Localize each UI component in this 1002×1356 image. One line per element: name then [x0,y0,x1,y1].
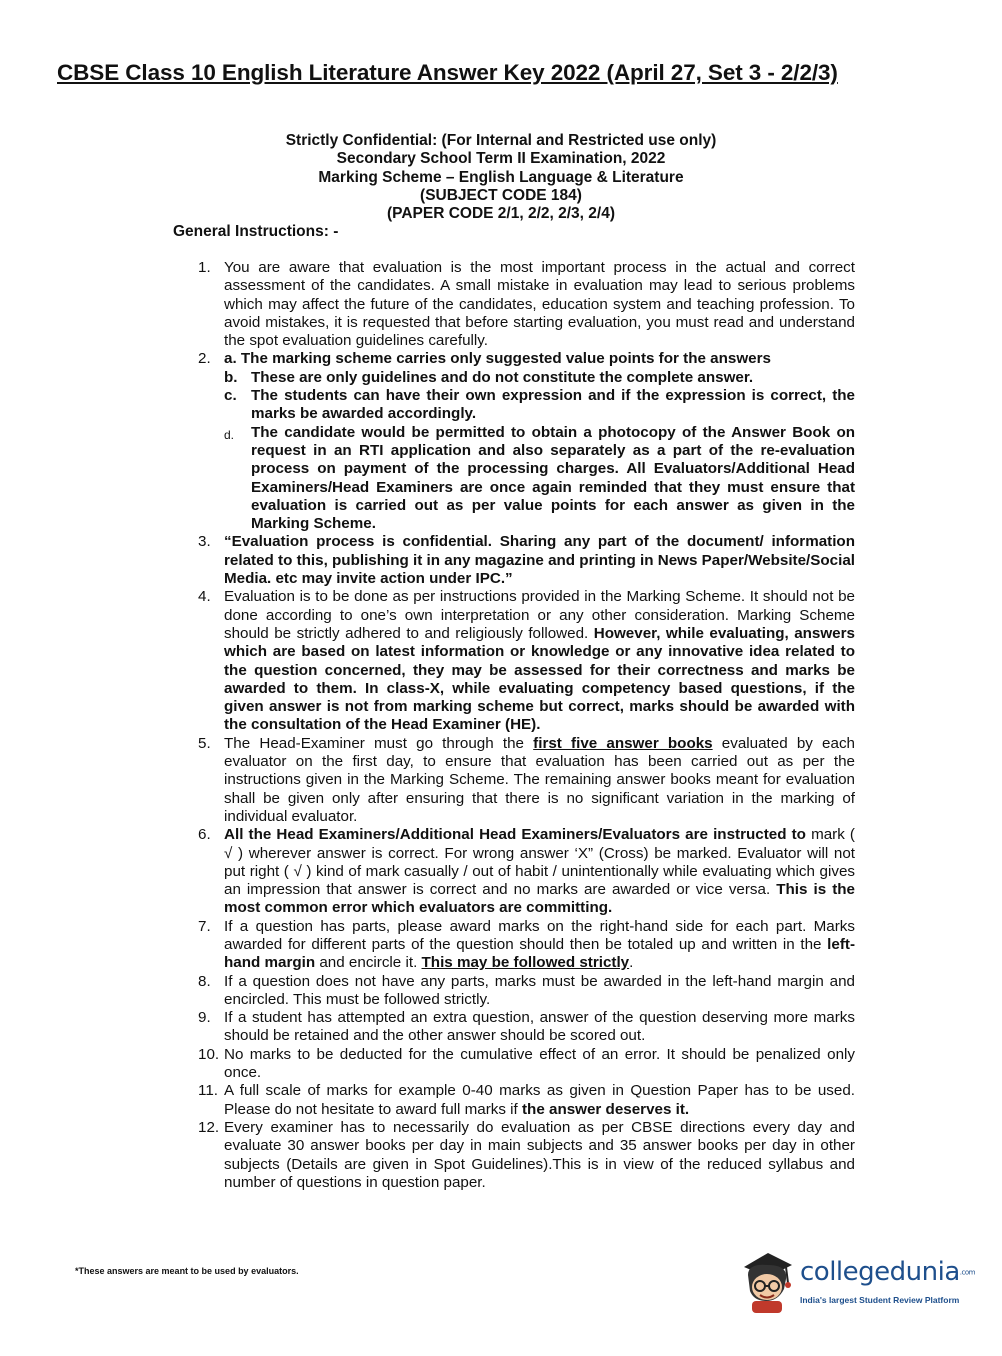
item-number: 11. [198,1082,218,1100]
item-text: You are aware that evaluation is the most important process in the actual and correct assessment of the candidates. A small mistake in evaluation may lead to serious problems which may affect the future of the candidates, education system and teaching profession. To avoid mistakes, it is requested that before starting evaluation, you must read and understand the spot evaluation guidelines carefully. [224,259,855,350]
item-text: The Head-Examiner must go through the first five answer books evaluated by each evaluator on the first day, to ensure that evaluation has been carried out as per the instructions given in the Marking Scheme. The remaining answer books meant for evaluation shall be given only after ensuring that there is no significant variation in the marking of individual evaluator. [224,734,855,825]
paper-code-line: (PAPER CODE 2/1, 2/2, 2/3, 2/4) [387,205,615,223]
list-item [190,259,855,350]
exam-line: Secondary School Term II Examination, 2022 [336,150,666,168]
item-number: 5. [198,734,211,752]
item-number: 12. [198,1118,220,1136]
logo-tagline: India's largest Student Review Platform [800,1295,960,1305]
instructions-list [190,259,855,1192]
collegedunia-logo[interactable] [738,1249,975,1317]
item-text: If a question does not have any parts, marks must be awarded in the left-hand margin and encircled. This must be followed strictly. [224,972,855,1008]
item-text: All the Head Examiners/Additional Head Examiners/Evaluators are instructed to mark ( √ ) wherever answer is correct. For wrong answer ‘X” (Cross) be marked. Evaluator will not put right ( √ ) kind of mark casually / out of habit / unintentionally while evaluating which gives an impression that answer is correct and no marks are awarded or vice versa. This is the most common error which evaluators are committing. [224,826,856,917]
item-2c: c. The students can have their own expression and if the expression is correct, the marks be awarded accordingly. [224,387,855,423]
item-number: 8. [198,972,211,990]
item-number: 2. [198,350,211,368]
confidential-line: Strictly Confidential: (For Internal and Restricted use only) [285,132,717,149]
list-item [190,735,855,826]
scheme-line: Marking Scheme – English Language & Literature [318,168,684,186]
item-text: A full scale of marks for example 0-40 marks as given in Question Paper has to be used. Please do not hesitate to award full marks if the answer deserves it. [224,1082,855,1118]
page-title: CBSE Class 10 English Literature Answer Key 2022 (April 27, Set 3 - 2/2/3) [57,60,838,85]
item-2d: d. The candidate would be permitted to obtain a photocopy of the Answer Book on request in an RTI application and also separately as a part of the re-evaluation process on payment of the processing charges. All Evaluators/Additional Head Examiners/Head Examiners are once again reminded that they must ensure that evaluation is carried out as per value points for each answer as given in the Marking Scheme. [224,423,855,533]
item-number: 9. [198,1009,211,1027]
general-instructions-heading: General Instructions: - [173,223,339,240]
item-text: “Evaluation process is confidential. Sharing any part of the document/ information related to this, publishing it in any magazine and printing in News Paper/Website/Social Media. etc may invite action under IPC.” [224,533,855,588]
list-item [190,918,855,973]
list-item [190,533,855,588]
logo-wordmark: collegedunia.com [800,1257,975,1287]
item-2b: b. These are only guidelines and do not constitute the complete answer. [224,368,754,386]
item-text: Evaluation is to be done as per instructions provided in the Marking Scheme. It should not be done according to one’s own interpretation or any other consideration. Marking Scheme should be strictly adhered to and religiously followed. However, while evaluating, answers which are based on latest information or knowledge or any innovative idea related to the question concerned, they may be assessed for their correctness and marks be awarded to them. In class-X, while evaluating competency based questions, if the given answer is not from marking scheme but correct, marks should be awarded with the consultation of the Head Examiner (HE). [224,588,855,734]
item-number: 3. [198,533,211,551]
list-item [190,1119,855,1192]
item-number: 6. [198,826,211,844]
list-item [190,588,855,734]
item-text: If a question has parts, please award marks on the right-hand side for each part. Marks awarded for different parts of the question should then be totaled up and written in the left-hand margin and encircle it. This may be followed strictly. [224,917,855,972]
list-item [190,350,855,533]
list-item [190,973,855,1010]
subject-code-line: (SUBJECT CODE 184) [420,186,582,204]
list-item [190,826,855,917]
item-number: 1. [198,259,211,276]
item-text: Every examiner has to necessarily do evaluation as per CBSE directions every day and evaluate 30 answer books per day in main subjects and 35 answer books per day in other subjects (Details are given in Spot Guidelines).This is in view of the reduced syllabus and number of questions in question paper. [224,1118,855,1191]
list-item [190,1046,855,1083]
item-text: If a student has attempted an extra question, answer of the question deserving more marks should be retained and the other answer should be scored out. [224,1009,855,1045]
student-mascot-icon [738,1249,798,1317]
list-item [190,1009,855,1046]
item-text: No marks to be deducted for the cumulative effect of an error. It should be penalized only once. [224,1045,855,1082]
footnote: *These answers are meant to be used by evaluators. [75,1266,299,1276]
item-2a: a. The marking scheme carries only suggested value points for the answers [224,350,771,368]
list-item [190,1082,855,1119]
item-number: 10. [198,1045,220,1063]
scheme-header [0,132,1002,223]
item-number: 7. [198,917,211,935]
item-number: 4. [198,588,211,606]
